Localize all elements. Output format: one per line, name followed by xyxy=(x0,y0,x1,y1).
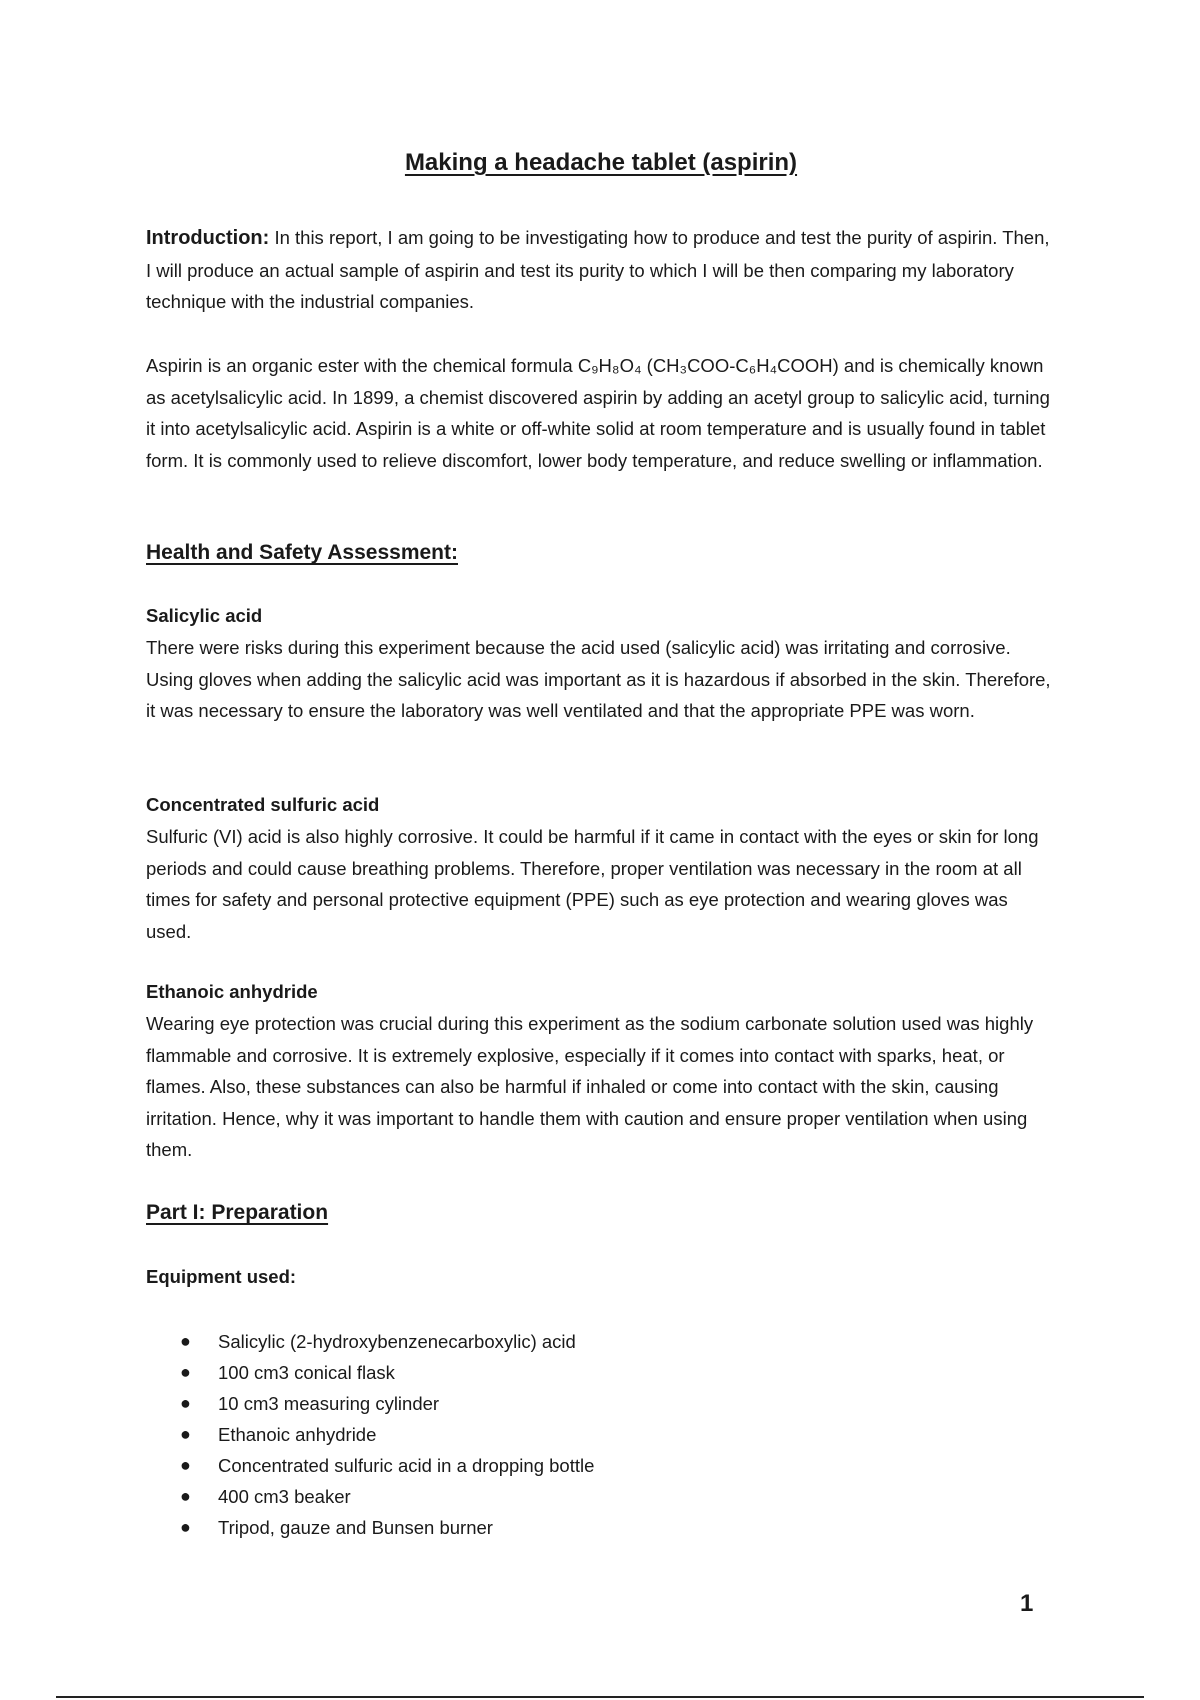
footer-divider xyxy=(56,1696,1144,1698)
equipment-item-label: Ethanoic anhydride xyxy=(218,1424,377,1445)
equipment-item-label: Concentrated sulfuric acid in a dropping bottle xyxy=(218,1455,595,1476)
aspirin-paragraph: Aspirin is an organic ester with the chemical formula C₉H₈O₄ (CH₃COO-C₆H₄COOH) and is chemically known as acetylsalicylic acid. In 1899, a chemist discovered aspirin by adding an acetyl group to salicylic acid, turning it into acetylsalicylic acid. Aspirin is a white or off-white solid at room temperature and is usually found in tablet form. It is commonly used to relieve discomfort, lower body temperature, and reduce swelling or inflammation. xyxy=(146,355,1050,471)
equipment-item-label: Salicylic (2-hydroxybenzenecarboxylic) acid xyxy=(218,1331,576,1352)
equipment-list xyxy=(180,1326,594,1543)
equipment-item-label: 400 cm3 beaker xyxy=(218,1486,351,1507)
equipment-item xyxy=(180,1481,594,1512)
hazard-text-ethanoic-anhydride: Wearing eye protection was crucial during this experiment as the sodium carbonate solution used was highly flammable and corrosive. It is extremely explosive, especially if it comes into contact with sparks, heat, or flames. Also, these substances can also be harmful if inhaled or come into contact with the skin, causing irritation. Hence, why it was important to handle them with caution and ensure proper ventilation when using them. xyxy=(146,1013,1034,1160)
document-title: Making a headache tablet (aspirin) xyxy=(404,149,798,176)
introduction-text: In this report, I am going to be investigating how to produce and test the purity of aspirin. Then, I will produce an actual sample of aspirin and test its purity to which I will be then comparing my laboratory technique with the industrial companies. xyxy=(146,227,1050,312)
equipment-heading: Equipment used: xyxy=(146,1266,297,1287)
hazard-heading-ethanoic-anhydride: Ethanoic anhydride xyxy=(146,981,318,1002)
equipment-item xyxy=(180,1450,594,1481)
bullet-icon: ● xyxy=(180,1486,191,1506)
bullet-icon: ● xyxy=(180,1424,191,1444)
bullet-icon: ● xyxy=(180,1455,191,1475)
hazard-heading-sulfuric-acid: Concentrated sulfuric acid xyxy=(146,794,380,815)
equipment-item-label: Tripod, gauze and Bunsen burner xyxy=(218,1517,493,1538)
hazard-text-salicylic-acid: There were risks during this experiment because the acid used (salicylic acid) was irritating and corrosive. Using gloves when adding the salicylic acid was important as it is hazardous if absorbed in the skin. Therefore, it was necessary to ensure the laboratory was well ventilated and that the appropriate PPE was worn. xyxy=(146,637,1051,721)
equipment-item xyxy=(180,1388,594,1419)
equipment-item xyxy=(180,1419,594,1450)
page-number: 1 xyxy=(1020,1590,1034,1617)
part1-heading: Part I: Preparation xyxy=(146,1201,329,1224)
bullet-icon: ● xyxy=(180,1362,191,1382)
equipment-item-label: 100 cm3 conical flask xyxy=(218,1362,395,1383)
equipment-item xyxy=(180,1326,594,1357)
document-page xyxy=(146,0,1056,1700)
bullet-icon: ● xyxy=(180,1393,191,1413)
introduction-label: Introduction: xyxy=(146,227,270,249)
introduction-paragraph xyxy=(146,222,1056,318)
bullet-icon: ● xyxy=(180,1517,191,1537)
equipment-item-label: 10 cm3 measuring cylinder xyxy=(218,1393,440,1414)
bullet-icon: ● xyxy=(180,1331,191,1351)
hazard-text-sulfuric-acid: Sulfuric (VI) acid is also highly corrosive. It could be harmful if it came in contact with the eyes or skin for long periods and could cause breathing problems. Therefore, proper ventilation was necessary in the room at all times for safety and personal protective equipment (PPE) such as eye protection and wearing gloves was used. xyxy=(146,826,1039,942)
health-safety-heading: Health and Safety Assessment: xyxy=(146,541,458,564)
hazard-heading-salicylic-acid: Salicylic acid xyxy=(146,605,263,626)
equipment-item xyxy=(180,1512,594,1543)
equipment-item xyxy=(180,1357,594,1388)
